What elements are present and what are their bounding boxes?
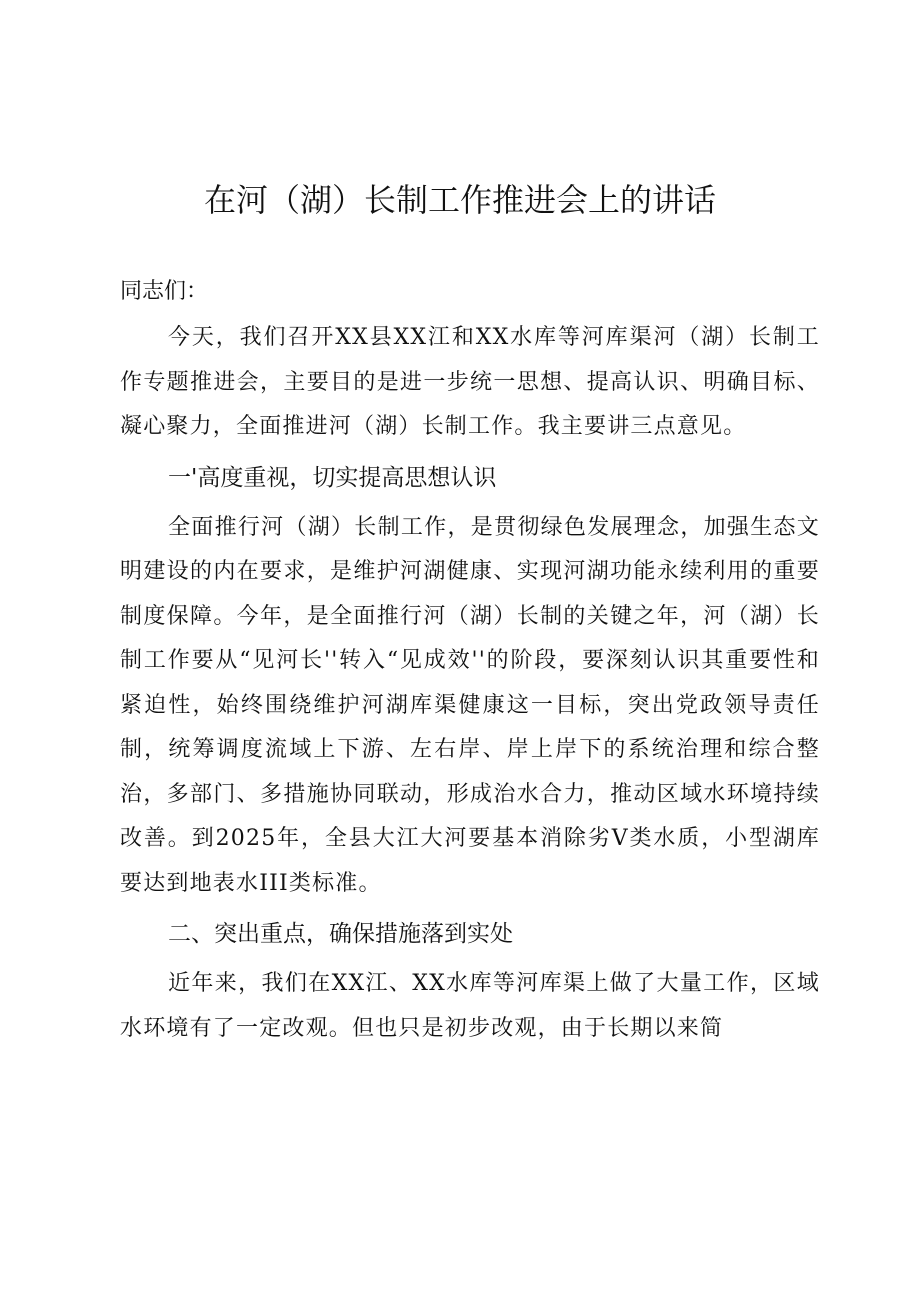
document-body [120, 270, 820, 1051]
section-2-paragraph: 近年来，我们在XX江、XX水库等河库渠上做了大量工作，区域水环境有了一定改观。但也只是初步改观，由于长期以来简 [120, 971, 820, 1041]
section-heading-2: 二、突出重点，确保措施落到实处 [168, 921, 513, 947]
section-heading-1: 一'高度重视，切实提高思想认识 [168, 464, 497, 491]
salutation: 同志们： [120, 279, 209, 304]
intro-paragraph: 今天，我们召开XX县XX江和XX水库等河库渠河（湖）长制工作专题推进会，主要目的是进一步统一思想、提高认识、明确目标、凝心聚力，全面推进河（湖）长制工作。我主要讲三点意见。 [120, 325, 820, 439]
section-1-paragraph: 全面推行河（湖）长制工作，是贯彻绿色发展理念，加强生态文明建设的内在要求，是维护河湖健康、实现河湖功能永续利用的重要制度保障。今年，是全面推行河（湖）长制的关键之年，河（湖）长制工作要从“见河长''转入“见成效''的阶段，要深刻认识其重要性和紧迫性，始终围绕维护河湖库渠健康这一目标，突出党政领导责任制，统筹调度流域上下游、左右岸、岸上岸下的系统治理和综合整治，多部门、多措施协同联动，形成治水合力，推动区域水环境持续改善。到2025年，全县大江大河要基本消除劣V类水质，小型湖库要达到地表水III类标准。 [120, 514, 820, 896]
document-title: 在河（湖）长制工作推进会上的讲话 [203, 181, 716, 219]
